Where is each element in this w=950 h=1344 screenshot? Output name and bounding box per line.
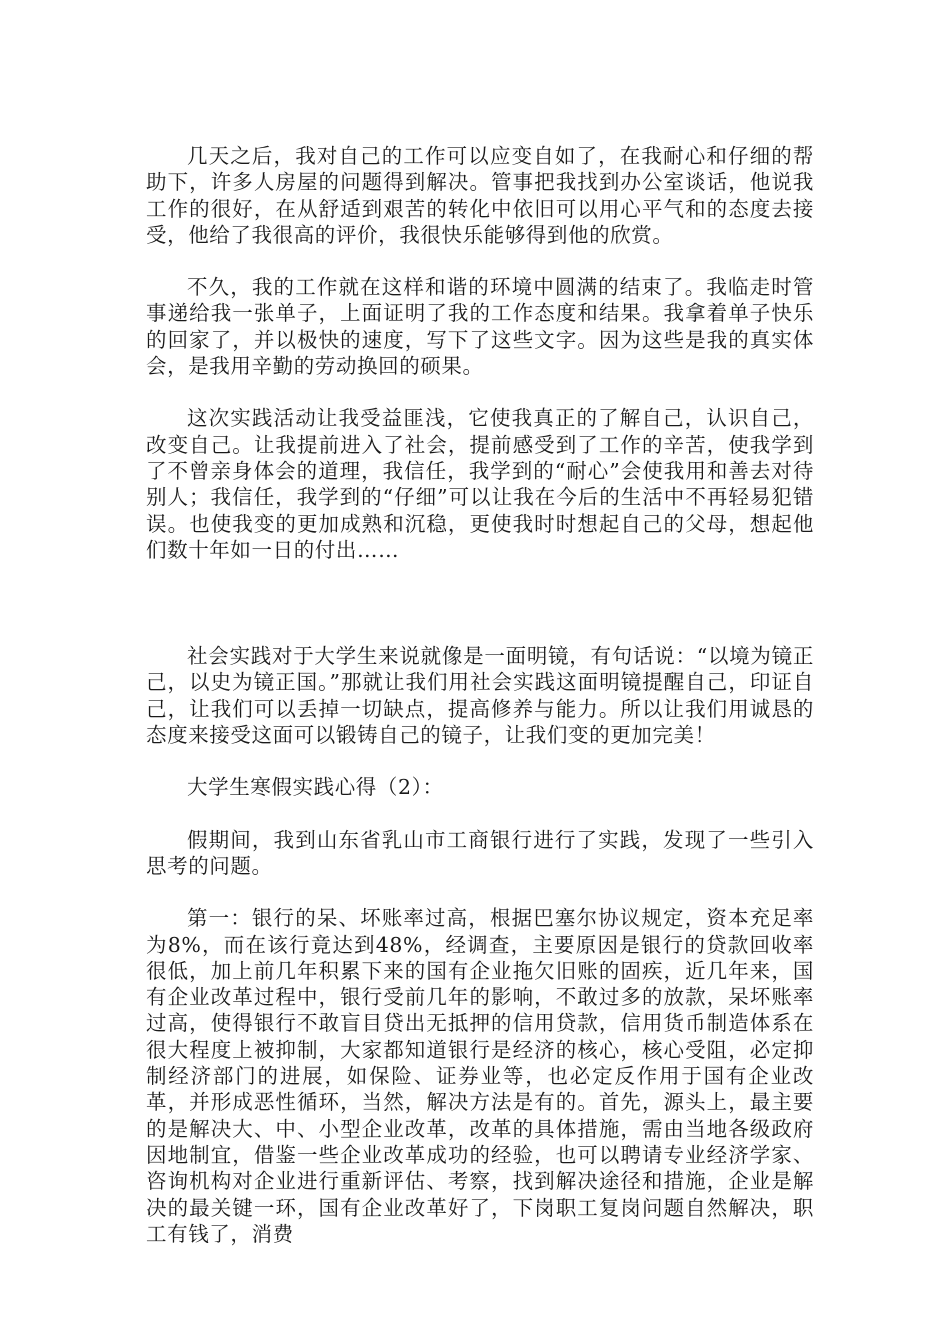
section-heading-part-2: 大学生寒假实践心得（2）： bbox=[187, 775, 444, 800]
paragraph-work-progress: 几天之后，我对自己的工作可以应变自如了，在我耐心和仔细的帮助下，许多人房屋的问题得到解决。管事把我找到办公室谈话，他说我工作的很好，在从舒适到艰苦的转化中依旧可以用心平气和的态度去接受，他给了我很高的评价，我很快乐能够得到他的欣赏。 bbox=[146, 144, 814, 247]
document-page bbox=[146, 143, 814, 1247]
paragraph-bank-intro: 假期间，我到山东省乳山市工商银行进行了实践，发现了一些引入思考的问题。 bbox=[146, 827, 814, 878]
paragraph-social-practice-mirror: 社会实践对于大学生来说就像是一面明镜，有句话说：“以境为镜正己，以史为镜正国。”那就让我们用社会实践这面明镜提醒自己，印证自己，让我们可以丢掉一切缺点，提高修养与能力。所以让我们用诚恳的态度来接受这面可以锻铸自己的镜子，让我们变的更加完美！ bbox=[146, 644, 814, 748]
paragraph-work-conclusion: 不久，我的工作就在这样和谐的环境中圆满的结束了。我临走时管事递给我一张单子，上面证明了我的工作态度和结果。我拿着单子快乐的回家了，并以极快的速度，写下了这些文字。因为这些是我的真实体会，是我用辛勤的劳动换回的硕果。 bbox=[146, 275, 814, 379]
paragraph-practice-benefits: 这次实践活动让我受益匪浅，它使我真正的了解自己，认识自己，改变自己。让我提前进入了社会，提前感受到了工作的辛苦，使我学到了不曾亲身体会的道理，我信任，我学到的“耐心”会使我用和善去对待别人；我信任，我学到的“仔细”可以让我在今后的生活中不再轻易犯错误。也使我变的更加成熟和沉稳，更使我时时想起自己的父母，想起他们数十年如一日的付出…… bbox=[146, 406, 814, 562]
paragraph-bank-issue-one: 第一：银行的呆、坏账率过高，根据巴塞尔协议规定，资本充足率为8%，而在该行竟达到48%，经调查，主要原因是银行的贷款回收率很低，加上前几年积累下来的国有企业拖欠旧账的固疾，近几年来，国有企业改革过程中，银行受前几年的影响，不敢过多的放款，呆坏账率过高，使得银行不敢盲目贷出无抵押的信用贷款，信用货币制造体系在很大程度上被抑制，大家都知道银行是经济的核心，核心受阻，必定抑制经济部门的进展，如保险、证券业等，也必定反作用于国有企业改革，并形成恶性循环，当然，解决方法是有的。首先，源头上，最主要的是解决大、中、小型企业改革，改革的具体措施，需由当地各级政府因地制宜，借鉴一些企业改革成功的经验，也可以聘请专业经济学家、咨询机构对企业进行重新评估、考察，找到解决途径和措施，企业是解决的最关键一环，国有企业改革好了，下岗职工复岗问题自然解决，职工有钱了，消费 bbox=[146, 906, 814, 1246]
